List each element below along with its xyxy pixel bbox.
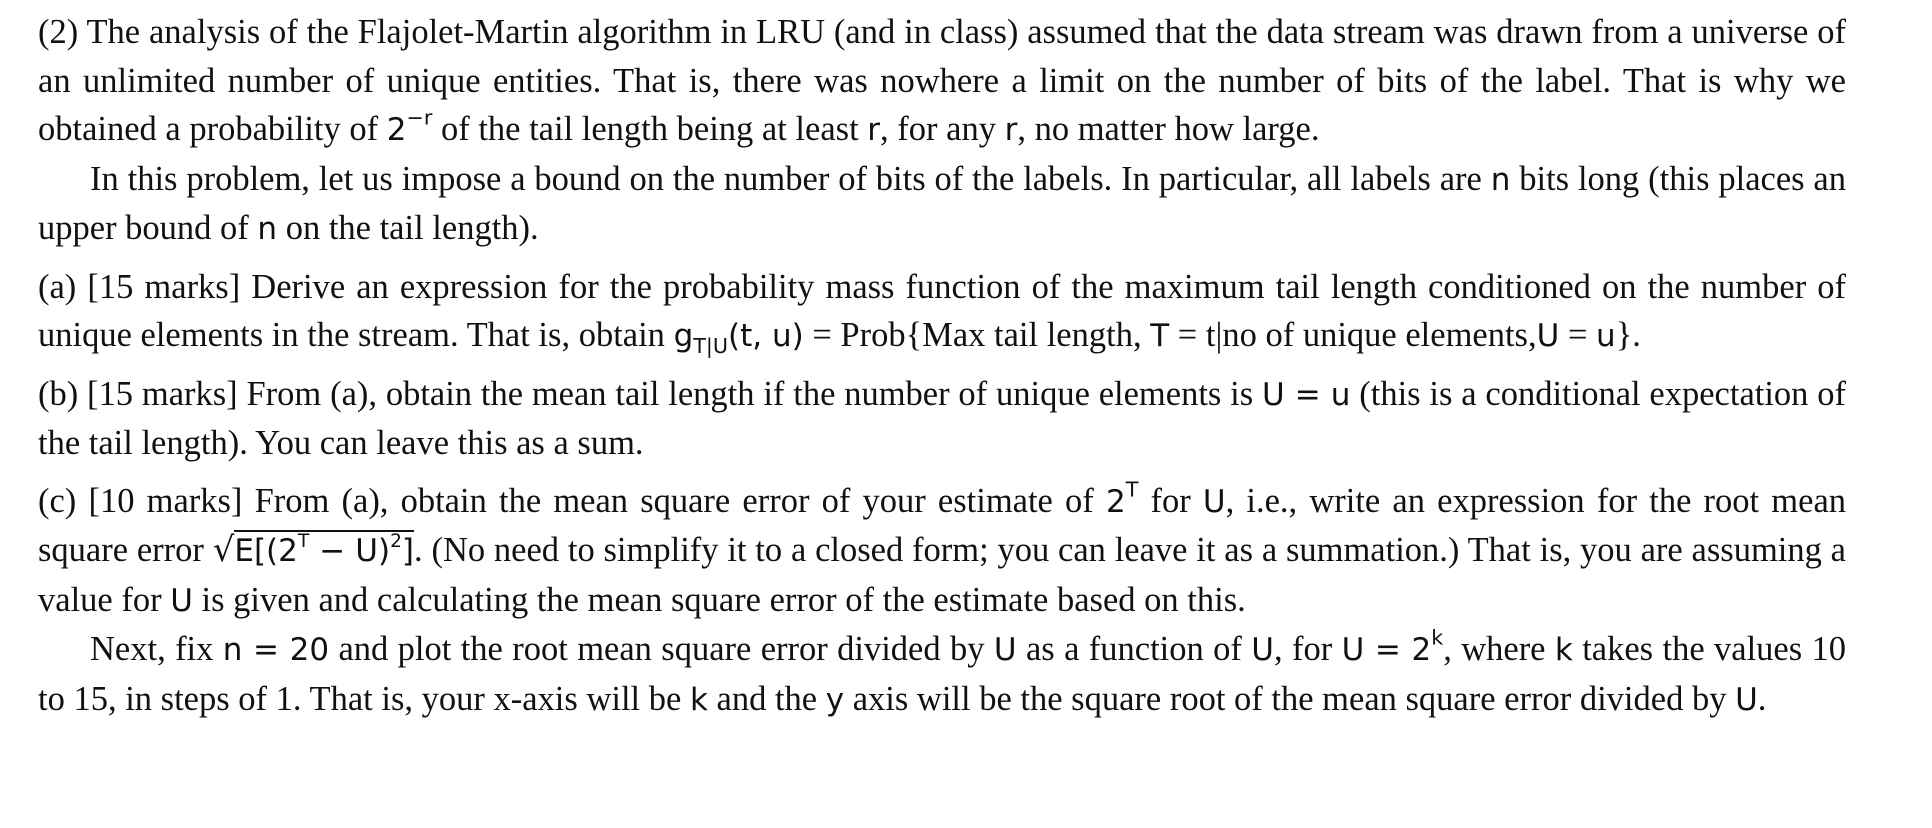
- math-exponent-minus-r: −r: [406, 105, 433, 130]
- math-U: U: [170, 582, 193, 619]
- math-n: n: [257, 211, 278, 247]
- part-a-paragraph: (a) [15 marks] Derive an expression for the probability mass function of the maximum tail length conditioned on the number of unique elements in the stream. That is, obtain $g_{T|U}(t$, u) = Prob{Max tail length, T = t|no of unique elements,U = u}.: [38, 267, 1846, 359]
- problem-bound-paragraph: In this problem, let us impose a bound on the number of bits of the labels. In particular, all labels are n bits long (this places an upper bound of n on the tail length).: [38, 159, 1846, 247]
- math-args-t-u: (t, u): [728, 318, 804, 354]
- math-k: k: [1554, 632, 1573, 668]
- math-n-equals-20: n = 20: [222, 632, 330, 668]
- part-b-paragraph: (b) [15 marks] From (a), obtain the mean tail length if the number of unique elements is U = u (this is a conditional expectation of the tail length). You can leave this as a sum.: [38, 374, 1846, 462]
- math-subscript-t-given-u: T|U: [693, 334, 728, 359]
- math-exponent-T: T: [1125, 476, 1139, 501]
- math-U: U: [1202, 483, 1226, 520]
- rmse-radicand: $E[(2^T - U)^2]$: [234, 531, 415, 569]
- math-g: g: [673, 318, 694, 354]
- math-u: u: [1596, 318, 1616, 354]
- math-k: k: [689, 681, 708, 718]
- math-U: U: [993, 632, 1017, 668]
- math-exponent-k: k: [1431, 625, 1444, 650]
- math-T: T: [1150, 318, 1170, 354]
- plot-instruction-paragraph: Next, fix n = 20 and plot the root mean square error divided by U as a function of U, for $U = 2^k$, where k takes the values 10 to 15, in steps of 1. That is, your x-axis will be k and the y axis will be the square root of the mean square error divided by U.: [38, 625, 1847, 718]
- problem-document: [38, 8, 1846, 724]
- math-U: U: [1735, 681, 1758, 718]
- math-U: U: [1251, 632, 1274, 668]
- math-exponent-T: T: [297, 531, 310, 553]
- math-r: r: [1004, 112, 1018, 148]
- math-U-equals-u: U = u: [1262, 376, 1351, 413]
- math-y: y: [825, 681, 845, 718]
- square-root-sign: √: [212, 530, 235, 570]
- math-r: r: [867, 112, 881, 148]
- math-n: n: [1490, 161, 1511, 198]
- math-two: 2: [1105, 483, 1126, 520]
- problem-intro-paragraph: (2) The analysis of the Flajolet-Martin algorithm in LRU (and in class) assumed that the data stream was drawn from a universe of an unlimited number of unique entities. That is, there was nowhere a limit on the number of bits of the label. That is why we obtained a probability of $2^{-r}$ of the tail length being at least r, for any r, no matter how large.: [38, 13, 1846, 148]
- math-exponent-2: 2: [390, 531, 402, 553]
- math-U-equals-2: U = 2: [1341, 632, 1432, 668]
- part-c-paragraph: (c) [10 marks] From (a), obtain the mean square error of your estimate of $2^T$ for U, i.e., write an expression for the root mean square error $√E[(2^T - U)^2]$. (No need to simplify it to a closed form; you can leave it as a summation.) That is, you are assuming a value for U is given and calculating the mean square error of the estimate based on this.: [38, 476, 1847, 619]
- math-U: U: [1536, 318, 1560, 354]
- math-two: 2: [386, 112, 407, 148]
